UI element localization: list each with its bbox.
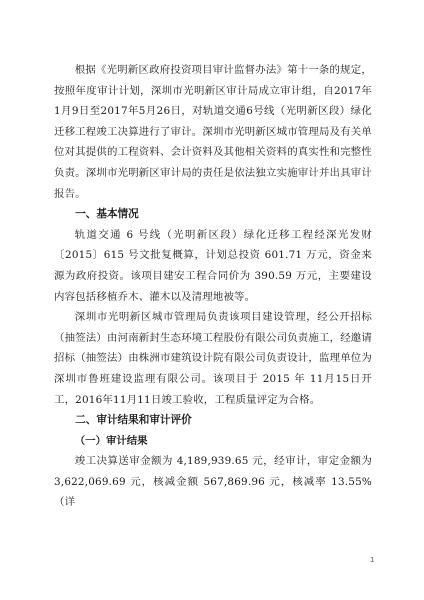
audit-results-paragraph: 竣工决算送审金额为 4,189,939.65 元，经审计，审定金额为3,622,069.69 元，核减金额 567,869.96 元，核减率 13.55%（详 bbox=[54, 455, 372, 509]
basic-info-paragraph-2: 深圳市光明新区城市管理局负责该项目建设管理，经公开招标（抽签法）由河南新封生态环境工程股份有限公司负责施工，经邀请招标（抽签法）由株洲市建筑设计院有限公司负责设计，监理单位为深圳市鲁班建设监理有限公司。该项目于 2015 年 11月15日开工，2016年11月11日竣工验收，工程质量评定为合格。 bbox=[54, 311, 372, 406]
subsection-audit-results-heading: （一）审计结果 bbox=[74, 434, 148, 447]
section-basic-info-heading: 一、基本情况 bbox=[75, 208, 139, 221]
page-number: 1 bbox=[370, 556, 375, 564]
section-audit-results-heading: 二、审计结果和审计评价 bbox=[75, 414, 192, 427]
basic-info-paragraph-1: 轨道交通 6 号线（光明新区段）绿化迁移工程经深光发财〔2015〕615 号文批复概算，计划总投资 601.71 万元，资金来源为政府投资。该项目建安工程合同价为 390.59 万元，主要建设内容包括移植乔木、灌木以及清理地被等。 bbox=[54, 228, 372, 303]
intro-paragraph: 根据《光明新区政府投资项目审计监督办法》第十一条的规定，按照年度审计计划，深圳市光明新区审计局成立审计组，自2017年1月9日至2017年5月26日，对轨道交通6号线（光明新区段）绿化迁移工程竣工决算进行了审计。深圳市光明新区城市管理局及有关单位对其提供的工程资料、会计资料及其他相关资料的真实性和完整性负责。深圳市光明新区审计局的责任是依法独立实施审计并出具审计报告。 bbox=[54, 64, 372, 200]
